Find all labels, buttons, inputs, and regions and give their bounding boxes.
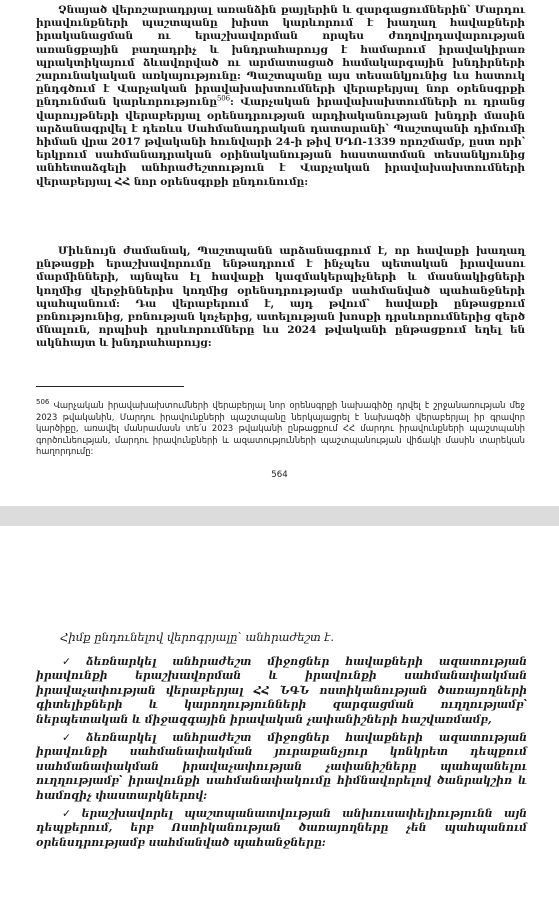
- list-item: [36, 655, 527, 727]
- list-item-text: երաշխավորել պաշտպանատվության անխուսափելիությունն այն դեպքերում, երբ Ոստիկանության ծառայողները չեն պահպանում օրենսդրությամբ սահմանված պահանջները:: [36, 807, 527, 849]
- page-gap: [0, 506, 559, 526]
- body-paragraph-2: Միևնույն ժամանակ, Պաշտպանն արձանագրում է, որ հավաքի խաղաղ ընթացքի երաշխավորումը ենթադրում է ինչպես պետական իրավասու մարմինների, այնպես էլ հավաքի կազմակերպիչների և մասնակիցների կողմից վերջիններիս կողմից օրենսդրությամբ սահմանված պահանջների պահպանում: Դա վերաբերում է, այդ թվում՝ հավաքի ընթացքում բռնությունից, բռնության կոչերից, ատելության խոսքի դրսևորումներից զերծ մնալուն, որպիսի դրսևորումները ևս 2024 թվականի ընթացքում եղել են ակնհայտ և խնդրահարույց:: [36, 245, 525, 350]
- recommendations-heading: Հիմք ընդունելով վերոգրյալը՝ անհրաժեշտ է.: [60, 630, 335, 644]
- footnote-reference[interactable]: 506: [216, 94, 230, 103]
- recommendations-list: [36, 655, 527, 854]
- footnote-text: Վարչական իրավախախտումների վերաբերյալ նոր օրենսգրքի նախագիծը դրվել է շրջանառության մեջ 2023 թվականին, Մարդու իրավունքների պաշտպանը ներկայացրել է նախագծի վերաբերյալ իր գրավոր կարծիքը, առավել մանրամասն տե՛ս 2023 թվականի ընթացքում ՀՀ մարդու իրավունքների պաշտպանի գործունեության, մարդու իրավունքների և ազատությունների պաշտպանության վիճակի մասին տարեկան հաղորդումը:: [36, 400, 525, 457]
- paragraph-1-text: Չնայած վերոշարադրյալ առանձին քայլերին և զարգացումներին՝ Մարդու իրավունքների պաշտպանը խիստ կարևորում է խաղաղ հավաքների իրականացման ու երաշխավորման որպես ժողովրդավարության առանցքային բաղադրիչ և խնդրահարույց է համարում իրավակիրառ պրակտիկայում ձևավորված ու արմատացած համակարգային խնդիրների շարունակական առկայությունը: Պաշտպանը այս տեսանկյունից ևս հատուկ ընդգծում է Վարչական իրավախախտումների վերաբերյալ նոր օրենսգրքի ընդունման կարևորությունը: [36, 4, 525, 109]
- page-number: 564: [271, 470, 288, 480]
- list-item: [36, 807, 527, 850]
- footnote-divider: [36, 386, 184, 387]
- checkmark-icon: ✓: [62, 731, 84, 745]
- list-item-text: ձեռնարկել անհրաժեշտ միջոցներ հավաքների ազատության իրավունքի երաշխավորման և իրավունքի սահմանափակման իրավաչափության վերաբերյալ ՀՀ ՆԳՆ ոստիկանության ծառայողների գիտելիքների և կարողությունների զարգացման ուղղությամբ՝ ներպետական և միջազգային իրավական չափանիշների հաշվառմամբ,: [36, 655, 527, 726]
- checkmark-icon: ✓: [62, 655, 84, 668]
- footnote-number: 506: [36, 398, 50, 407]
- list-item-text: ձեռնարկել անհրաժեշտ միջոցներ հավաքների ազատության իրավունքի սահմանափակման յուրաքանչյուր կոնկրետ դեպքում սահմանափակման իրավաչափության չափանիշները պահպանելու ուղղությամբ՝ իրավունքի սահմանափակումը հիմնավորելով ծանրակշիռ և համոզիչ փաստարկներով:: [36, 731, 527, 802]
- checkmark-icon: ✓: [62, 807, 79, 821]
- paragraph-1-continuation: : Վարչական իրավախախտումների ու դրանց վարույթների վերաբերյալ օրենսդրության արդիականության խնդրի մասին արձանագրվել է դեռևս Սահմանադրական դատարանի՝ Պաշտպանի դիմումի հիման վրա 2017 թվականի հունվարի 24-ի թիվ ՍԴՈ-1339 որոշմամբ, ըստ որի՝ երկրում սահմանադրական օրինականության հաստատման տեսանկյունից անհետաձգելի անհրաժեշտություն է Վարչական իրավախախտումների վերաբերյալ ՀՀ նոր օրենսգրքի ընդունումը:: [36, 96, 525, 188]
- body-paragraph-1: [36, 4, 525, 189]
- footnote: [36, 400, 525, 458]
- list-item: [36, 731, 527, 803]
